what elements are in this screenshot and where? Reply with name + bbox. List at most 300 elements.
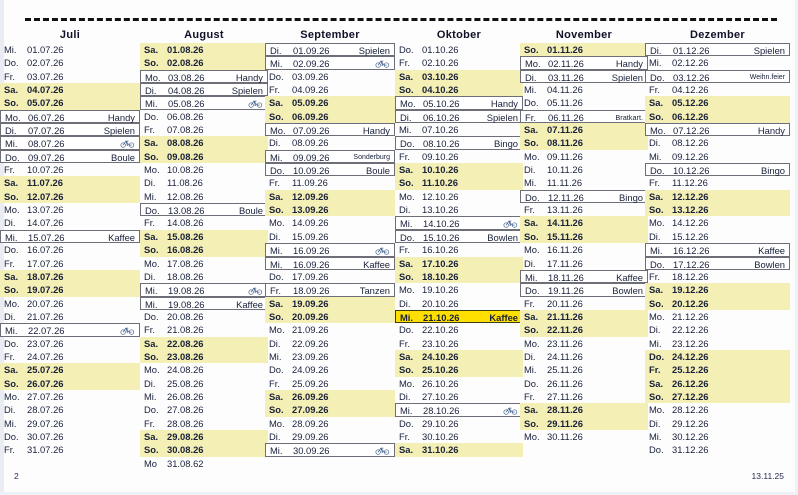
day-row[interactable]: [395, 96, 523, 109]
day-row[interactable]: [140, 83, 268, 96]
day-row[interactable]: [520, 257, 648, 270]
day-date-label: 01.11.26: [547, 44, 583, 55]
day-of-week-label: Mi.: [5, 325, 18, 337]
day-row[interactable]: [140, 377, 268, 390]
day-row[interactable]: [645, 136, 790, 149]
day-of-week-label: Sa.: [4, 270, 19, 282]
day-row[interactable]: [0, 417, 140, 430]
day-row[interactable]: [395, 270, 523, 283]
day-row[interactable]: [0, 150, 140, 163]
day-of-week-label: Di.: [399, 297, 411, 309]
day-row[interactable]: [0, 123, 140, 136]
day-row[interactable]: [140, 123, 268, 136]
day-of-week-label: Fr.: [144, 324, 155, 336]
day-row[interactable]: [0, 403, 140, 416]
day-row[interactable]: [645, 123, 790, 136]
day-row[interactable]: [645, 417, 790, 430]
day-row[interactable]: [0, 96, 140, 109]
day-of-week-label: Di.: [4, 217, 16, 229]
day-row[interactable]: [265, 230, 395, 243]
day-row[interactable]: [645, 110, 790, 123]
event-label: Kaffee: [758, 245, 785, 257]
day-row[interactable]: [0, 163, 140, 176]
day-of-week-label: Do.: [144, 404, 159, 416]
day-row[interactable]: [0, 43, 140, 56]
day-row[interactable]: [140, 363, 268, 376]
day-row[interactable]: [140, 110, 268, 123]
day-row[interactable]: [140, 403, 268, 416]
day-row[interactable]: [645, 270, 790, 283]
day-of-week-label: Mi.: [649, 430, 662, 442]
day-row[interactable]: [265, 377, 395, 390]
day-row[interactable]: [0, 390, 140, 403]
day-row[interactable]: [0, 257, 140, 270]
day-row[interactable]: [645, 150, 790, 163]
day-of-week-label: So.: [269, 404, 284, 416]
day-row[interactable]: [395, 243, 523, 256]
day-of-week-label: Do.: [399, 417, 414, 429]
day-date-label: 27.11.26: [547, 390, 583, 402]
day-row[interactable]: [0, 203, 140, 216]
day-row[interactable]: [395, 56, 523, 69]
day-row[interactable]: [265, 136, 395, 149]
day-row[interactable]: [265, 310, 395, 323]
day-of-week-label: Mo.: [144, 164, 160, 176]
day-row[interactable]: [0, 297, 140, 310]
day-row[interactable]: [140, 243, 268, 256]
day-row[interactable]: [395, 163, 523, 176]
day-of-week-label: Mi.: [400, 218, 413, 230]
day-of-week-label: Mo.: [269, 324, 285, 336]
day-of-week-label: Di.: [5, 125, 17, 137]
day-row[interactable]: [140, 337, 268, 350]
day-row[interactable]: [520, 283, 648, 296]
day-row[interactable]: [395, 150, 523, 163]
day-row[interactable]: [395, 323, 523, 336]
day-date-label: 19.08.26: [168, 285, 205, 297]
day-row[interactable]: [645, 83, 790, 96]
day-row[interactable]: [0, 310, 140, 323]
day-of-week-label: Do.: [649, 350, 665, 362]
day-row[interactable]: [395, 337, 523, 350]
day-row[interactable]: [395, 363, 523, 376]
day-row[interactable]: [265, 283, 395, 296]
day-row[interactable]: [265, 417, 395, 430]
day-row[interactable]: [140, 190, 268, 203]
day-date-label: 17.11.26: [547, 257, 583, 269]
day-row[interactable]: [395, 417, 523, 430]
event-label: Bingo: [761, 165, 785, 177]
day-row[interactable]: [265, 390, 395, 403]
day-row[interactable]: [395, 403, 523, 416]
day-of-week-label: Sa.: [269, 297, 284, 309]
day-row[interactable]: [520, 176, 648, 189]
day-row[interactable]: [140, 96, 268, 109]
day-of-week-label: Mo.: [4, 297, 20, 309]
day-row[interactable]: [520, 297, 648, 310]
day-of-week-label: Mo.: [145, 71, 161, 83]
day-row[interactable]: [265, 297, 395, 310]
day-date-label: 29.07.26: [27, 417, 64, 429]
day-date-label: 24.11.26: [547, 350, 583, 362]
day-row[interactable]: [645, 203, 790, 216]
day-row[interactable]: [265, 123, 395, 136]
day-of-week-label: So.: [269, 110, 284, 122]
day-of-week-label: Mi.: [4, 44, 17, 55]
day-row[interactable]: [140, 297, 268, 310]
day-row[interactable]: [265, 56, 395, 69]
event-label: Spielen: [103, 125, 135, 137]
day-date-label: 30.08.26: [167, 444, 204, 456]
day-row[interactable]: [520, 110, 648, 123]
day-row[interactable]: [520, 417, 648, 430]
day-of-week-label: Fr.: [399, 337, 410, 349]
day-row[interactable]: [520, 43, 648, 56]
month-column: [265, 28, 395, 457]
day-row[interactable]: [140, 230, 268, 243]
day-row[interactable]: [140, 150, 268, 163]
day-date-label: 23.10.26: [422, 337, 459, 349]
day-row[interactable]: [0, 56, 140, 69]
day-date-label: 04.07.26: [27, 84, 64, 96]
day-row[interactable]: [645, 403, 790, 416]
day-row[interactable]: [520, 70, 648, 83]
day-of-week-label: So.: [649, 204, 664, 216]
day-row[interactable]: [645, 96, 790, 109]
day-row[interactable]: [265, 176, 395, 189]
month-column: [0, 28, 140, 457]
event-label: Spielen: [358, 45, 390, 56]
day-of-week-label: So.: [524, 137, 539, 149]
day-date-label: 10.07.26: [27, 164, 64, 176]
day-row[interactable]: [140, 270, 268, 283]
day-date-label: 06.10.26: [423, 111, 460, 123]
day-row[interactable]: [0, 176, 140, 189]
day-row[interactable]: [520, 310, 648, 323]
day-of-week-label: Do.: [400, 231, 415, 243]
day-row[interactable]: [520, 56, 648, 69]
day-of-week-label: So.: [144, 57, 159, 69]
day-row[interactable]: [0, 323, 140, 336]
day-row[interactable]: [645, 377, 790, 390]
day-row[interactable]: [0, 136, 140, 149]
day-row[interactable]: [645, 283, 790, 296]
day-row[interactable]: [645, 230, 790, 243]
day-of-week-label: Fr.: [4, 257, 15, 269]
event-label: Boule: [366, 165, 390, 177]
day-row[interactable]: [140, 323, 268, 336]
day-row[interactable]: [395, 283, 523, 296]
bicycle-icon: [375, 57, 390, 70]
day-row[interactable]: [265, 203, 395, 216]
day-row[interactable]: [265, 323, 395, 336]
day-row[interactable]: [645, 337, 790, 350]
day-date-label: 25.10.26: [422, 364, 459, 376]
day-row[interactable]: [265, 216, 395, 229]
day-of-week-label: Mi.: [650, 245, 663, 257]
day-row[interactable]: [395, 43, 523, 56]
day-row[interactable]: [265, 83, 395, 96]
day-row[interactable]: [520, 190, 648, 203]
day-date-label: 20.09.26: [292, 310, 329, 322]
day-date-label: 18.08.26: [167, 270, 204, 282]
day-row[interactable]: [395, 390, 523, 403]
day-row[interactable]: [140, 203, 268, 216]
day-row[interactable]: [140, 430, 268, 443]
day-row[interactable]: [645, 176, 790, 189]
day-date-label: 29.08.26: [167, 430, 204, 442]
day-row[interactable]: [140, 350, 268, 363]
day-row[interactable]: [265, 163, 395, 176]
month-title: November: [555, 29, 613, 41]
day-row[interactable]: [0, 283, 140, 296]
day-row[interactable]: [645, 323, 790, 336]
day-row[interactable]: [395, 83, 523, 96]
day-row[interactable]: [265, 270, 395, 283]
day-date-label: 02.08.26: [167, 57, 204, 69]
day-row[interactable]: [0, 350, 140, 363]
day-date-label: 11.09.26: [292, 177, 328, 189]
day-date-label: 24.09.26: [292, 364, 329, 376]
day-date-label: 30.07.26: [27, 430, 64, 442]
day-row[interactable]: [265, 110, 395, 123]
day-date-label: 31.12.26: [672, 444, 709, 456]
day-row[interactable]: [645, 190, 790, 203]
day-date-label: 23.08.26: [167, 350, 204, 362]
day-date-label: 07.10.26: [422, 124, 459, 136]
day-row[interactable]: [0, 70, 140, 83]
event-label: Weihn.feier: [749, 73, 785, 81]
day-of-week-label: Mo.: [400, 98, 416, 110]
day-row[interactable]: [395, 216, 523, 229]
day-row[interactable]: [140, 43, 268, 56]
day-date-label: 03.11.26: [548, 71, 584, 83]
day-date-label: 13.08.26: [168, 205, 205, 217]
day-of-week-label: Mi.: [4, 417, 17, 429]
day-date-label: 14.11.26: [547, 217, 583, 229]
bicycle-icon: [248, 97, 263, 110]
day-of-week-label: Di.: [144, 177, 156, 189]
day-of-week-label: Di.: [524, 257, 536, 269]
day-of-week-label: Di.: [649, 230, 661, 242]
day-of-week-label: Di.: [269, 137, 281, 149]
day-row[interactable]: [395, 230, 523, 243]
day-row[interactable]: [520, 337, 648, 350]
day-row[interactable]: [265, 43, 395, 56]
day-date-label: 10.11.26: [547, 164, 583, 176]
day-date-label: 18.07.26: [27, 270, 64, 282]
day-row[interactable]: [395, 257, 523, 270]
day-row[interactable]: [140, 70, 268, 83]
day-row[interactable]: [265, 337, 395, 350]
day-row[interactable]: [265, 70, 395, 83]
day-row[interactable]: [0, 190, 140, 203]
day-of-week-label: Fr.: [4, 164, 15, 176]
day-row[interactable]: [0, 110, 140, 123]
day-date-label: 19.08.26: [168, 298, 205, 310]
day-row[interactable]: [520, 203, 648, 216]
day-row[interactable]: [395, 136, 523, 149]
event-label: Spielen: [753, 45, 785, 56]
day-row[interactable]: [520, 83, 648, 96]
day-row[interactable]: [520, 96, 648, 109]
day-row[interactable]: [395, 203, 523, 216]
day-row[interactable]: [0, 216, 140, 229]
day-of-week-label: Sa.: [399, 164, 414, 176]
day-row[interactable]: [395, 110, 523, 123]
day-of-week-label: So.: [269, 204, 284, 216]
day-row[interactable]: [645, 56, 790, 69]
day-row[interactable]: [520, 230, 648, 243]
day-row[interactable]: [645, 297, 790, 310]
day-row[interactable]: [520, 243, 648, 256]
day-row[interactable]: [0, 230, 140, 243]
day-of-week-label: Do.: [399, 324, 414, 336]
day-row[interactable]: [140, 390, 268, 403]
day-row[interactable]: [140, 283, 268, 296]
day-row[interactable]: [140, 163, 268, 176]
day-date-label: 26.07.26: [27, 377, 64, 389]
day-row[interactable]: [265, 243, 395, 256]
day-row[interactable]: [0, 270, 140, 283]
day-date-label: 22.08.26: [167, 337, 204, 349]
day-row[interactable]: [520, 136, 648, 149]
day-row[interactable]: [645, 430, 790, 443]
day-date-label: 04.10.26: [422, 84, 459, 96]
day-row[interactable]: [645, 163, 790, 176]
day-row[interactable]: [0, 377, 140, 390]
day-row[interactable]: [645, 363, 790, 376]
day-row[interactable]: [395, 430, 523, 443]
event-label: Boule: [111, 151, 135, 163]
day-row[interactable]: [520, 403, 648, 416]
day-row[interactable]: [395, 176, 523, 189]
day-date-label: 21.08.26: [167, 324, 204, 336]
day-of-week-label: Di.: [4, 310, 16, 322]
day-date-label: 27.07.26: [27, 390, 64, 402]
day-row[interactable]: [0, 337, 140, 350]
day-row[interactable]: [265, 403, 395, 416]
day-row[interactable]: [140, 56, 268, 69]
day-date-label: 18.10.26: [422, 270, 459, 282]
day-row[interactable]: [0, 243, 140, 256]
event-label: Handy: [490, 98, 518, 110]
day-of-week-label: Do.: [270, 165, 285, 177]
event-label: Kaffee: [236, 298, 263, 310]
day-row[interactable]: [520, 150, 648, 163]
day-row[interactable]: [140, 176, 268, 189]
day-row[interactable]: [395, 377, 523, 390]
day-row[interactable]: [645, 243, 790, 256]
day-date-label: 16.12.26: [673, 245, 710, 257]
day-date-label: 08.12.26: [672, 137, 709, 149]
day-of-week-label: Di.: [269, 430, 281, 442]
month-column: [395, 28, 523, 457]
day-row[interactable]: [645, 257, 790, 270]
day-row[interactable]: [645, 216, 790, 229]
day-of-week-label: Mi.: [649, 150, 662, 162]
day-row[interactable]: [520, 323, 648, 336]
day-row[interactable]: [520, 363, 648, 376]
day-row[interactable]: [140, 136, 268, 149]
day-date-label: 24.12.26: [672, 350, 709, 362]
day-row[interactable]: [140, 310, 268, 323]
day-of-week-label: Do.: [649, 444, 664, 456]
day-row[interactable]: [520, 216, 648, 229]
day-row[interactable]: [0, 83, 140, 96]
day-date-label: 27.10.26: [422, 390, 459, 402]
day-row[interactable]: [395, 190, 523, 203]
day-row[interactable]: [645, 310, 790, 323]
day-of-week-label: Mo.: [269, 417, 285, 429]
day-row[interactable]: [265, 190, 395, 203]
day-row[interactable]: [645, 43, 790, 56]
day-date-label: 27.12.26: [672, 390, 709, 402]
day-date-label: 13.10.26: [422, 204, 459, 216]
day-date-label: 13.09.26: [292, 204, 329, 216]
day-date-label: 25.08.26: [167, 377, 204, 389]
day-row[interactable]: [265, 430, 395, 443]
bicycle-icon: [248, 284, 263, 297]
day-row[interactable]: [520, 390, 648, 403]
day-of-week-label: Di.: [4, 404, 16, 416]
day-row[interactable]: [265, 257, 395, 270]
day-row[interactable]: [520, 350, 648, 363]
day-date-label: 15.08.26: [167, 230, 204, 242]
day-date-label: 25.07.26: [27, 364, 64, 376]
day-row[interactable]: [645, 70, 790, 83]
day-row[interactable]: [265, 150, 395, 163]
day-row[interactable]: [265, 363, 395, 376]
day-date-label: 03.07.26: [27, 70, 64, 82]
day-row[interactable]: [520, 430, 648, 443]
day-row[interactable]: [140, 216, 268, 229]
day-row[interactable]: [140, 417, 268, 430]
day-row[interactable]: [0, 363, 140, 376]
day-of-week-label: Mo.: [144, 364, 160, 376]
day-of-week-label: Mi.: [144, 190, 157, 202]
day-row[interactable]: [395, 297, 523, 310]
day-row[interactable]: [140, 257, 268, 270]
bicycle-icon: [375, 244, 390, 257]
day-row[interactable]: [520, 270, 648, 283]
day-date-label: 19.11.26: [548, 285, 584, 297]
day-row[interactable]: [265, 96, 395, 109]
day-row[interactable]: [395, 350, 523, 363]
day-date-label: 12.09.26: [292, 190, 329, 202]
day-date-label: 01.07.26: [27, 44, 64, 55]
event-label: Kaffee: [108, 231, 135, 243]
day-row[interactable]: [645, 390, 790, 403]
day-row[interactable]: [520, 123, 648, 136]
day-of-week-label: Do.: [399, 44, 414, 55]
day-of-week-label: Mi.: [649, 337, 662, 349]
day-row[interactable]: [0, 430, 140, 443]
day-date-label: 08.07.26: [28, 138, 65, 150]
day-row[interactable]: [395, 123, 523, 136]
day-row[interactable]: [520, 163, 648, 176]
day-of-week-label: Mo.: [649, 404, 665, 416]
day-of-week-label: Mi.: [269, 350, 282, 362]
day-row[interactable]: [395, 310, 523, 323]
day-of-week-label: Sa.: [524, 217, 539, 229]
day-row[interactable]: [395, 70, 523, 83]
day-row[interactable]: [645, 350, 790, 363]
day-row[interactable]: [265, 350, 395, 363]
day-row-list: [645, 43, 790, 457]
day-date-label: 16.07.26: [27, 244, 64, 256]
day-row[interactable]: [520, 377, 648, 390]
